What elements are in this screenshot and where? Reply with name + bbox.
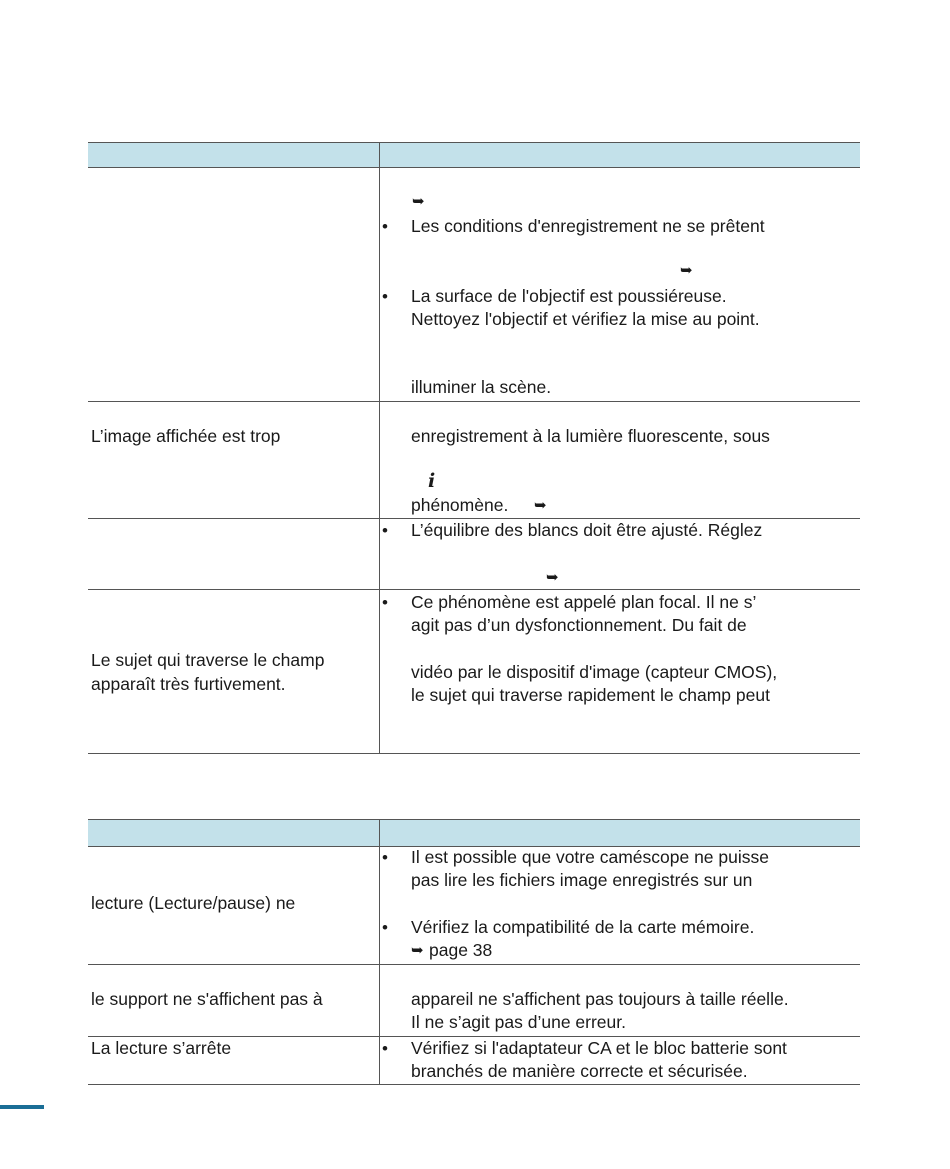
problem-text: Le sujet qui traverse le champ — [91, 650, 325, 670]
solution-text: L’équilibre des blancs doit être ajusté. Réglez — [411, 520, 763, 540]
solution-text: vidéo par le dispositif d'image (capteur CMOS), — [411, 662, 778, 682]
page-ref-arrow-icon: ➥ — [412, 192, 425, 210]
bullet-icon: • — [382, 1039, 388, 1058]
bullet-icon: • — [382, 217, 388, 236]
bullet-icon: • — [382, 593, 388, 612]
row-divider — [88, 1084, 860, 1085]
row-divider — [88, 401, 860, 402]
troubleshooting-table-2 — [88, 819, 860, 1086]
page-ref-arrow-icon: ➥ — [534, 496, 547, 514]
table-header — [88, 819, 860, 847]
page-ref-arrow-icon: ➥ — [411, 941, 424, 959]
solution-text: enregistrement à la lumière fluorescente, sous — [411, 426, 770, 446]
solution-text: illuminer la scène. — [411, 377, 552, 397]
page-edge-accent — [0, 1105, 44, 1109]
table-header — [88, 142, 860, 168]
solution-text: Il est possible que votre caméscope ne puisse — [411, 847, 769, 867]
solution-text: le sujet qui traverse rapidement le champ peut — [411, 685, 770, 705]
solution-text: Vérifiez si l'adaptateur CA et le bloc batterie sont — [411, 1038, 787, 1058]
info-i-icon: i — [428, 470, 436, 492]
solution-text: Vérifiez la compatibilité de la carte mémoire. — [411, 917, 755, 937]
column-divider — [379, 142, 380, 754]
page-ref-arrow-icon: ➥ — [546, 568, 559, 586]
bullet-icon: • — [382, 918, 388, 937]
solution-text: La surface de l'objectif est poussiéreuse. — [411, 286, 727, 306]
problem-text: le support ne s'affichent pas à — [91, 989, 323, 1009]
problem-text: L’image affichée est trop — [91, 426, 281, 446]
problem-text: apparaît très furtivement. — [91, 674, 286, 694]
solution-text: Nettoyez l'objectif et vérifiez la mise au point. — [411, 309, 760, 329]
solution-text: page 38 — [429, 940, 493, 960]
row-divider — [88, 753, 860, 754]
solution-text: Ce phénomène est appelé plan focal. Il ne s’ — [411, 592, 757, 612]
problem-text: La lecture s’arrête — [91, 1038, 232, 1058]
problem-text: lecture (Lecture/pause) ne — [91, 893, 296, 913]
bullet-icon: • — [382, 848, 388, 867]
solution-text: agit pas d’un dysfonctionnement. Du fait de — [411, 615, 747, 635]
solution-text: appareil ne s'affichent pas toujours à taille réelle. — [411, 989, 789, 1009]
solution-text: branchés de manière correcte et sécurisée. — [411, 1061, 748, 1081]
bullet-icon: • — [382, 521, 388, 540]
bullet-icon: • — [382, 287, 388, 306]
page-ref-arrow-icon: ➥ — [680, 261, 693, 279]
solution-text: phénomène. — [411, 495, 509, 515]
row-divider — [88, 589, 860, 590]
troubleshooting-table-1 — [88, 142, 860, 754]
solution-text: pas lire les fichiers image enregistrés sur un — [411, 870, 753, 890]
row-divider — [88, 964, 860, 965]
column-divider — [379, 819, 380, 1085]
solution-text: Les conditions d'enregistrement ne se prêtent — [411, 216, 765, 236]
solution-text: Il ne s’agit pas d’une erreur. — [411, 1012, 626, 1032]
